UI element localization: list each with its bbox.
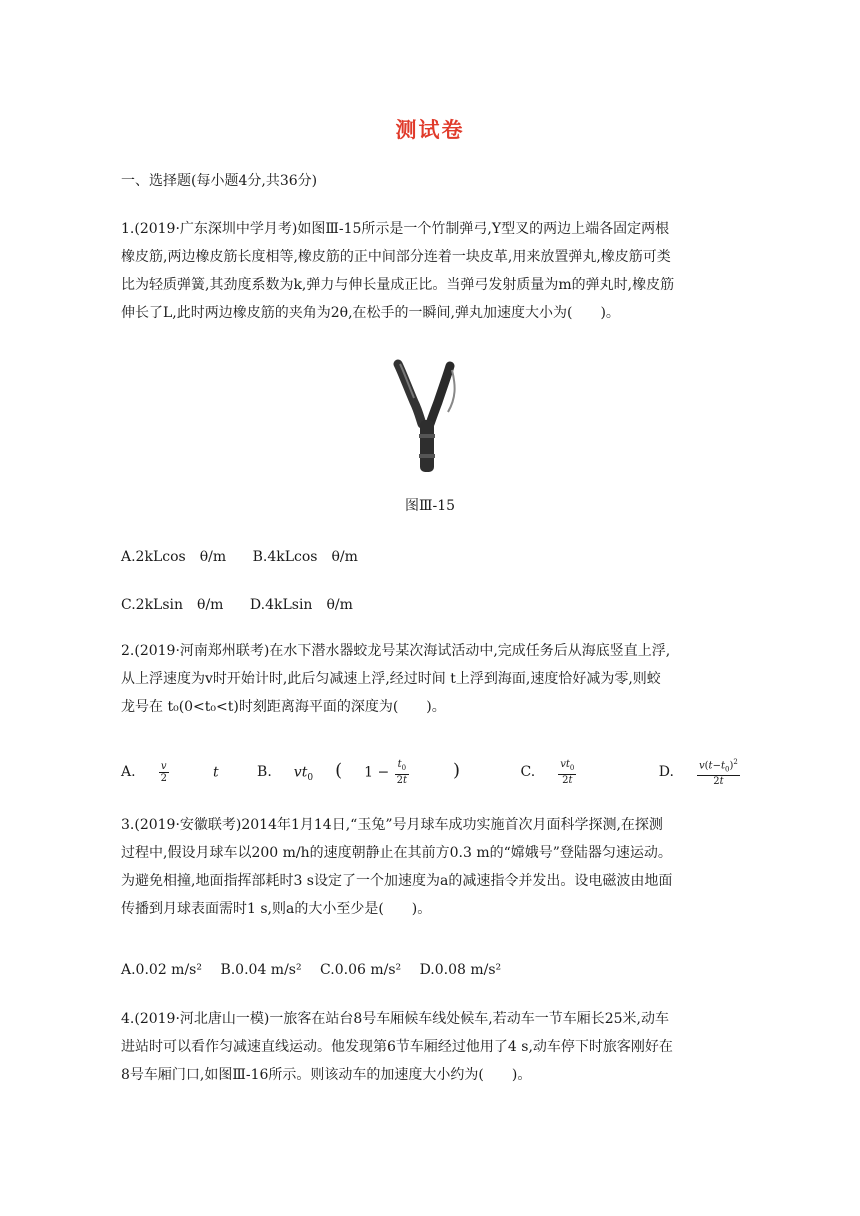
q1-option-b: B.4kLcos θ/m	[252, 549, 358, 565]
q2-option-a: A. $\frac{v}{2}$ t	[121, 760, 219, 784]
slingshot-image	[392, 358, 462, 474]
q3-options	[121, 962, 523, 978]
q1-options-row-1	[121, 546, 380, 566]
q2-line-3: 龙号在 t₀(0<t₀<t)时刻距离海平面的深度为( )。	[121, 699, 446, 715]
question-4	[121, 1005, 741, 1089]
question-1	[121, 215, 741, 327]
q1-options-row-2	[121, 594, 375, 614]
q1-line-4: 伸长了L,此时两边橡皮筋的夹角为2θ,在松手的一瞬间,弹丸加速度大小为( )。	[121, 305, 620, 321]
q3-option-c: C.0.06 m/s²	[320, 962, 402, 978]
q2-line-1: 2.(2019·河南郑州联考)在水下潜水器蛟龙号某次海试活动中,完成任务后从海底竖直上浮,	[121, 643, 671, 659]
q2-option-d: D. $\frac{v(t-t_0)^2}{2t}$	[658, 758, 738, 788]
q2-options	[121, 757, 806, 787]
q3-line-4: 传播到月球表面需时1 s,则a的大小至少是( )。	[121, 901, 432, 917]
q2-option-c: C. $\frac{vt_0}{2t}$	[520, 758, 575, 786]
q3-option-d: D.0.08 m/s²	[419, 962, 502, 978]
q1-line-3: 比为轻质弹簧,其劲度系数为k,弹力与伸长量成正比。当弹弓发射质量为m的弹丸时,橡皮筋	[121, 277, 675, 293]
question-2	[121, 637, 741, 721]
page-title: 测试卷	[395, 117, 465, 142]
q3-option-b: B.0.04 m/s²	[220, 962, 302, 978]
q2-line-2: 从上浮速度为v时开始计时,此后匀减速上浮,经过时间 t上浮到海面,速度恰好减为零,则蛟	[121, 671, 661, 687]
q3-option-a: A.0.02 m/s²	[121, 962, 202, 978]
q1-option-a: A.2kLcos θ/m	[121, 549, 227, 565]
q3-line-2: 过程中,假设月球车以200 m/h的速度朝静止在其前方0.3 m的“嫦娥号”登陆器匀速运动。	[121, 845, 672, 861]
q3-line-1: 3.(2019·安徽联考)2014年1月14日,“玉兔”号月球车成功实施首次月面科学探测,在探测	[121, 817, 663, 833]
q1-option-d: D.4kLsin θ/m	[249, 597, 353, 613]
question-3	[121, 811, 741, 923]
q4-line-3: 8号车厢门口,如图Ⅲ-16所示。则该动车的加速度大小约为( )。	[121, 1067, 532, 1083]
q3-line-3: 为避免相撞,地面指挥部耗时3 s设定了一个加速度为a的减速指令并发出。设电磁波由地面	[121, 873, 673, 889]
q1-option-c: C.2kLsin θ/m	[121, 597, 224, 613]
q2-option-b: B. vt0 ( 1 − $\frac{t_0}{2t}$ )	[257, 758, 461, 786]
q1-line-1: 1.(2019·广东深圳中学月考)如图Ⅲ-15所示是一个竹制弹弓,Y型叉的两边上端各固定两根	[121, 221, 670, 237]
q1-line-2: 橡皮筋,两边橡皮筋长度相等,橡皮筋的正中间部分连着一块皮革,用来放置弹丸,橡皮筋可类	[121, 249, 671, 265]
section-heading: 一、选择题(每小题4分,共36分)	[121, 173, 318, 189]
figure-caption: 图Ⅲ-15	[404, 498, 456, 514]
q4-line-2: 进站时可以看作匀减速直线运动。他发现第6节车厢经过他用了4 s,动车停下时旅客刚好在	[121, 1039, 673, 1055]
q4-line-1: 4.(2019·河北唐山一模)一旅客在站台8号车厢候车线处候车,若动车一节车厢长25米,动车	[121, 1011, 669, 1027]
